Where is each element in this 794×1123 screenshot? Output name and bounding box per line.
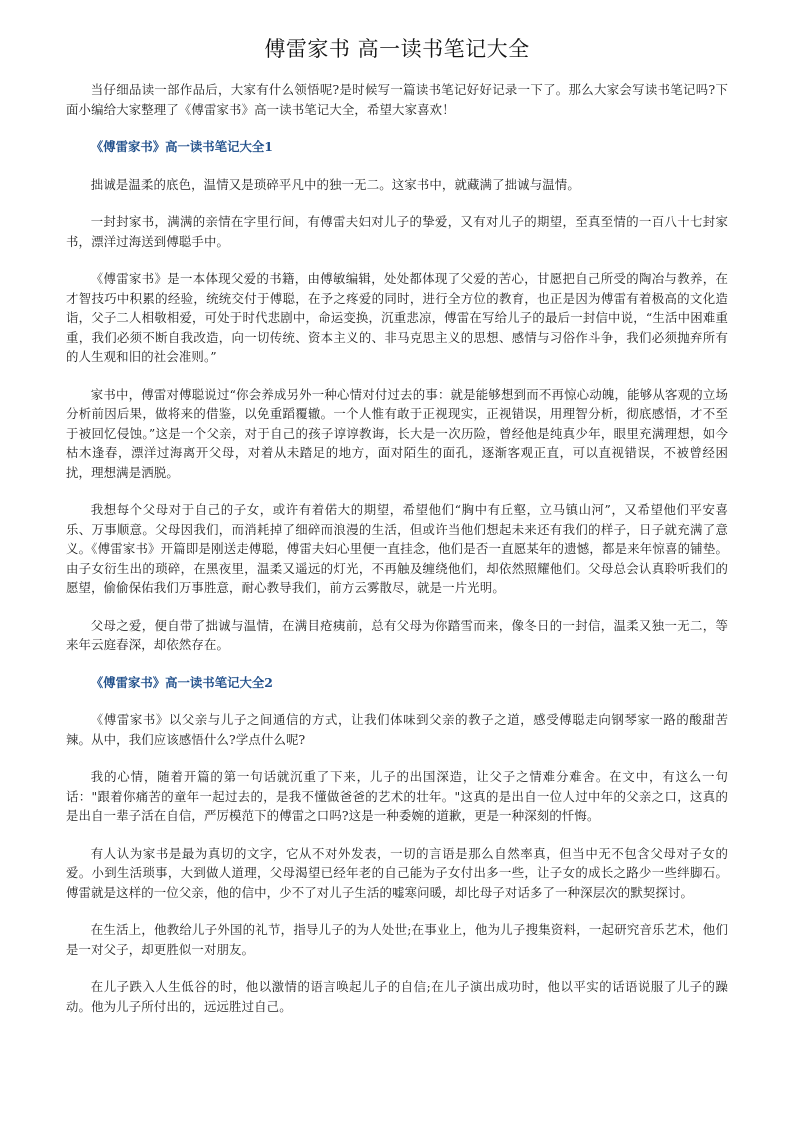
document-body [66, 80, 728, 1016]
paragraph: 《傅雷家书》以父亲与儿子之间通信的方式，让我们体味到父亲的教子之道，感受傅聪走向钢琴家一路的酸甜苦辣。从中，我们应该感悟什么?学点什么呢? [66, 712, 728, 747]
paragraph: 在儿子跌入人生低谷的时，他以激情的语言唤起儿子的自信;在儿子演出成功时，他以平实的话语说服了儿子的躁动。他为儿子所付出的，远远胜过自己。 [66, 979, 728, 1014]
paragraph: 父母之爱，便自带了拙诚与温情，在满目疮痍前，总有父母为你踏雪而来，像冬日的一封信，温柔又独一无二，等来年云庭春深，却依然存在。 [66, 617, 728, 652]
paragraph: 家书中，傅雷对傅聪说过“你会养成另外一种心情对付过去的事：就是能够想到而不再惊心动魄，能够从客观的立场分析前因后果，做将来的借鉴，以免重蹈覆辙。一个人惟有敢于正视现实，正视错误，用理智分析，彻底感悟，才不至于被回忆侵蚀。”这是一个父亲，对于自己的孩子谆谆教诲，长大是一次历险，曾经他是纯真少年，眼里充满理想，如今枯木逢春，漂洋过海离开父母，对着从未踏足的地方，面对陌生的面孔，逐渐客观正直，可以直视错误，不被曾经困扰，理想满是洒脱。 [66, 386, 728, 480]
paragraph: 在生活上，他教给儿子外国的礼节，指导儿子的为人处世;在事业上，他为儿子搜集资料，一起研究音乐艺术，他们是一对父子，却更胜似一对朋友。 [66, 922, 728, 957]
paragraph: 《傅雷家书》是一本体现父爱的书籍，由傅敏编辑，处处都体现了父爱的苦心，甘愿把自己所受的陶冶与教养，在才智技巧中积累的经验，统统交付于傅聪，在予之疼爱的同时，进行全方位的教育，也正是因为傅雷有着极高的文化造诣，父子二人相敬相爱，可处于时代悲剧中，命运变换，沉重悲凉，傅雷在写给儿子的最后一封信中说，“生活中困难重重，我们必须不断自我改造，向一切传统、资本主义的、非马克思主义的思想、感情与习俗作斗争，我们必须抛弃所有的人生观和旧的社会准则。” [66, 271, 728, 364]
paragraph: 我想每个父母对于自己的子女，或许有着偌大的期望，希望他们“胸中有丘壑，立马镇山河”，又希望他们平安喜乐、万事顺意。父母因我们，而消耗掉了细碎而浪漫的生活，但或许当他们想起未来还有我们的样子，日子就充满了意义。《傅雷家书》开篇即是刚送走傅聪，傅雷夫妇心里便一直挂念，他们是否一直愿某年的遗憾，都是来年惊喜的铺垫。由子女衍生出的琐碎，在黑夜里，温柔又遥远的灯光，不再触及缠绕他们，却依然照耀他们。父母总会认真聆听我们的愿望，偷偷保佑我们万事胜意，耐心教导我们，前方云雾散尽，就是一片光明。 [66, 502, 728, 595]
section-heading-1: 《傅雷家书》高一读书笔记大全1 [90, 139, 273, 154]
paragraph: 一封封家书，满满的亲情在字里行间，有傅雷夫妇对儿子的挚爱，又有对儿子的期望，至真至情的一百八十七封家书，漂洋过海送到傅聪手中。 [66, 214, 728, 249]
paragraph: 我的心情，随着开篇的第一句话就沉重了下来，儿子的出国深造，让父子之情难分难舍。在文中，有这么一句话："跟着你痛苦的童年一起过去的，是我不懂做爸爸的艺术的壮年。"这真的是出自一位人过中年的父亲之口，这真的是出自一辈子活在自信，严厉模范下的傅雷之口吗?这是一种委婉的道歉，更是一种深刻的忏悔。 [66, 769, 728, 823]
page-title: 傅雷家书 高一读书笔记大全 [264, 37, 530, 61]
paragraph: 拙诚是温柔的底色，温情又是琐碎平凡中的独一无二。这家书中，就藏满了拙诚与温情。 [90, 176, 580, 192]
section-heading-2: 《傅雷家书》高一读书笔记大全2 [90, 674, 273, 690]
paragraph: 有人认为家书是最为真切的文字，它从不对外发表，一切的言语是那么自然率真，但当中无不包含父母对子女的爱。小到生活琐事，大到做人道理，父母渴望已经年老的自己能为子女付出多一些，让子女的成长之路少一些绊脚石。傅雷就是这样的一位父亲，他的信中，少不了对儿子生活的嘘寒问暖，却比母子对话多了一种深层次的默契探讨。 [66, 845, 728, 900]
intro-paragraph: 当仔细品读一部作品后，大家有什么领悟呢?是时候写一篇读书笔记好好记录一下了。那么大家会写读书笔记吗?下面小编给大家整理了《傅雷家书》高一读书笔记大全，希望大家喜欢！ [66, 82, 728, 117]
